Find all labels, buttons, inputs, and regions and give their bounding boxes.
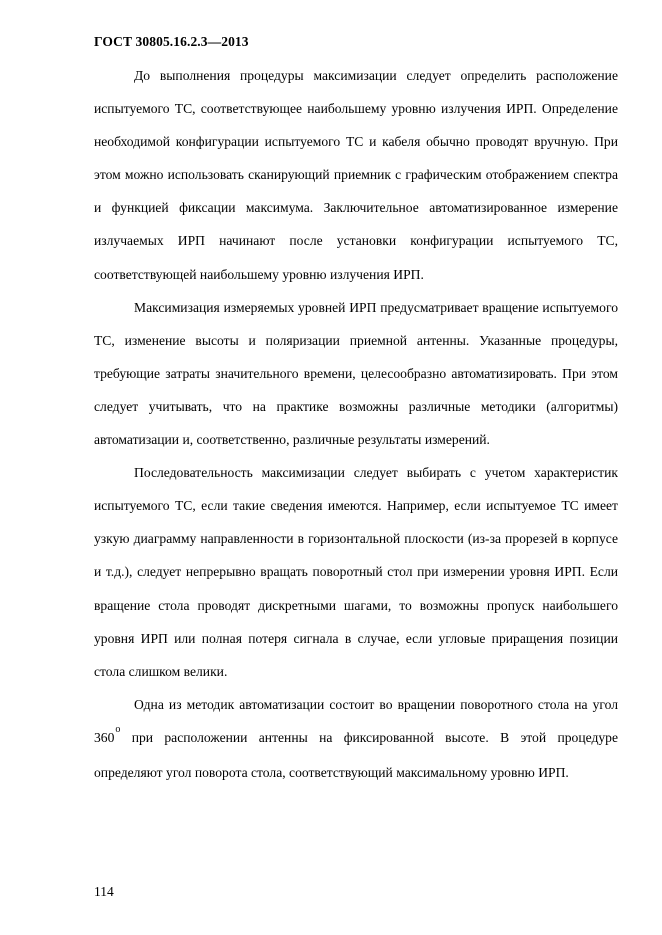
paragraph-text: Одна из методик автоматизации состоит во вращении поворотного стола на угол 360: [94, 696, 618, 745]
document-header: ГОСТ 30805.16.2.3—2013: [94, 34, 249, 49]
paragraph: Последовательность максимизации следует выбирать с учетом характеристик испытуемого ТС, если такие сведения имеются. Например, если испытуемое ТС имеет узкую диаграмму направленности в горизонтальной плоскости (из-за прорезей в корпусе и т.д.), следует непрерывно вращать поворотный стол при измерении уровня ИРП. Если вращение стола проводят дискретными шагами, то возможны пропуск наибольшего уровня ИРП или полная потеря сигнала в случае, если угловые приращения позиции стола слишком велики.: [94, 465, 618, 679]
paragraph: До выполнения процедуры максимизации следует определить расположение испытуемого ТС, соответствующее наибольшему уровню излучения ИРП. Определение необходимой конфигурации испытуемого ТС и кабеля обычно проводят вручную. При этом можно использовать сканирующий приемник с графическим отображением спектра и функцией фиксации максимума. Заключительное автоматизированное измерение излучаемых ИРП начинают после установки конфигурации испытуемого ТС, соответствующей наибольшему уровню излучения ИРП.: [94, 68, 618, 282]
page-number: 114: [94, 884, 114, 899]
document-body: [94, 59, 618, 789]
paragraph-text: при расположении антенны на фиксированной высоте. В этой процедуре определяют угол поворота стола, соответствующий максимальному уровню ИРП.: [94, 729, 618, 780]
paragraph: Максимизация измеряемых уровней ИРП предусматривает вращение испытуемого ТС, изменение высоты и поляризации приемной антенны. Указанные процедуры, требующие затраты значительного времени, целесообразно автоматизировать. При этом следует учитывать, что на практике возможны различные методики (алгоритмы) автоматизации и, соответственно, различные результаты измерений.: [94, 299, 618, 448]
degree-sign: о: [115, 723, 121, 735]
paragraph: [94, 688, 618, 789]
